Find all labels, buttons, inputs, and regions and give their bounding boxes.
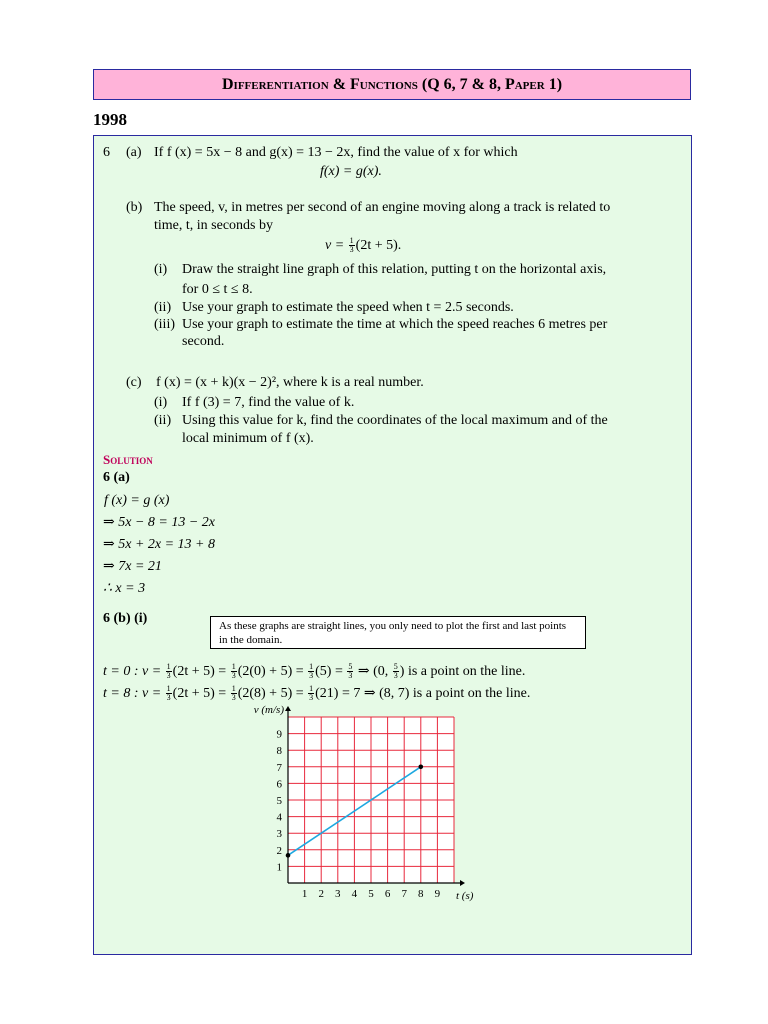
subpart-label: (i) bbox=[154, 395, 168, 410]
y-tick-label: 2 bbox=[276, 844, 282, 857]
x-axis-label: t (s) bbox=[456, 890, 474, 902]
fraction-denominator: 3 bbox=[231, 671, 236, 681]
question-text: If f (x) = 5x − 8 and g(x) = 13 − 2x, find the value of x for which bbox=[154, 145, 518, 160]
fraction-numerator: 1 bbox=[166, 684, 171, 694]
solution-heading: Solution bbox=[103, 452, 153, 467]
data-point bbox=[286, 853, 291, 858]
question-text: for 0 ≤ t ≤ 8. bbox=[182, 282, 253, 297]
y-tick-label: 6 bbox=[276, 778, 282, 791]
x-axis-arrow-icon bbox=[460, 880, 465, 886]
solution-step: ⇒ 5x − 8 = 13 − 2x bbox=[103, 515, 215, 530]
question-text: Use your graph to estimate the time at which the speed reaches 6 metres per bbox=[182, 317, 608, 332]
fraction-numerator: 1 bbox=[349, 236, 354, 246]
solution-line-part: (5) = bbox=[315, 664, 347, 679]
fraction-denominator: 3 bbox=[231, 693, 236, 703]
fraction-denominator: 3 bbox=[309, 693, 314, 703]
data-point bbox=[419, 765, 424, 770]
fraction-numerator: 5 bbox=[393, 662, 398, 672]
x-tick-label: 6 bbox=[384, 888, 391, 900]
subpart-label: (ii) bbox=[154, 413, 172, 428]
question-text: If f (3) = 7, find the value of k. bbox=[182, 395, 355, 410]
x-tick-label: 4 bbox=[351, 888, 358, 900]
part-label: (b) bbox=[126, 200, 143, 215]
solution-step: ⇒ 5x + 2x = 13 + 8 bbox=[103, 537, 215, 552]
solution-line-part: (2(0) + 5) = bbox=[237, 664, 308, 679]
question-text: time, t, in seconds by bbox=[154, 218, 273, 233]
y-tick-label: 8 bbox=[276, 745, 282, 758]
subpart-label: (i) bbox=[154, 262, 168, 277]
solution-line-part: ⇒ (0, bbox=[354, 664, 392, 679]
question-text: f(x) = g(x). bbox=[320, 164, 382, 179]
year-heading: 1998 bbox=[93, 110, 127, 129]
y-tick-label: 3 bbox=[276, 828, 282, 841]
x-tick-label: 1 bbox=[301, 888, 308, 900]
fraction-denominator: 3 bbox=[166, 693, 171, 703]
fraction-denominator: 3 bbox=[349, 245, 354, 255]
solution-line-part: t = 8 : v = bbox=[103, 686, 165, 701]
question-text: The speed, v, in metres per second of an engine moving along a track is related to bbox=[154, 200, 611, 215]
solution-line-part: t = 0 : v = bbox=[103, 664, 165, 679]
solution-line-part: (2(8) + 5) = bbox=[237, 686, 308, 701]
y-tick-label: 7 bbox=[276, 761, 282, 774]
x-tick-label: 5 bbox=[368, 888, 374, 900]
fraction-denominator: 3 bbox=[348, 671, 353, 681]
fraction-numerator: 1 bbox=[166, 662, 171, 672]
y-axis-arrow-icon bbox=[285, 706, 291, 711]
question-text: Draw the straight line graph of this relation, putting t on the horizontal axis, bbox=[182, 262, 607, 277]
fraction-denominator: 3 bbox=[309, 671, 314, 681]
y-tick-label: 9 bbox=[276, 728, 282, 741]
solution-line-part: (2t + 5) = bbox=[172, 686, 230, 701]
subpart-label: (ii) bbox=[154, 300, 172, 315]
fraction-numerator: 1 bbox=[309, 684, 314, 694]
equation-part: (2t + 5). bbox=[355, 238, 402, 253]
y-tick-label: 4 bbox=[276, 811, 282, 824]
tip-box: As these graphs are straight lines, you only need to plot the first and last points in the domain. bbox=[210, 616, 586, 649]
x-tick-label: 7 bbox=[401, 888, 407, 900]
question-text: Use your graph to estimate the speed when t = 2.5 seconds. bbox=[182, 300, 514, 315]
solution-step: ⇒ 7x = 21 bbox=[103, 559, 162, 574]
solution-part-label: 6 (a) bbox=[103, 470, 130, 485]
y-tick-label: 5 bbox=[276, 795, 282, 807]
question-text: f (x) = (x + k)(x − 2)², where k is a real number. bbox=[156, 375, 424, 390]
header-title-part: & bbox=[328, 75, 351, 93]
fraction-numerator: 5 bbox=[348, 662, 353, 672]
header-title-part: Paper bbox=[504, 75, 545, 93]
question-text: local minimum of f (x). bbox=[182, 431, 314, 446]
equation-part: v = bbox=[325, 238, 348, 253]
fraction-denominator: 3 bbox=[393, 671, 398, 681]
subpart-label: (iii) bbox=[154, 317, 175, 332]
question-text: second. bbox=[182, 334, 225, 349]
x-tick-label: 9 bbox=[434, 888, 441, 900]
y-axis-label: v (m/s) bbox=[253, 704, 284, 716]
part-label: (a) bbox=[126, 145, 142, 160]
solution-line-part: ) is a point on the line. bbox=[399, 664, 526, 679]
fraction-denominator: 3 bbox=[166, 671, 171, 681]
part-label: (c) bbox=[126, 375, 142, 390]
header-title-part: 1) bbox=[544, 75, 563, 93]
solution-line-part: (2t + 5) = bbox=[172, 664, 230, 679]
question-text: Using this value for k, find the coordinates of the local maximum and of the bbox=[182, 413, 608, 428]
x-tick-label: 3 bbox=[335, 888, 341, 900]
fraction-numerator: 1 bbox=[231, 684, 236, 694]
header-title-part: Functions bbox=[350, 75, 418, 93]
solution-step: f (x) = g (x) bbox=[104, 493, 170, 508]
fraction-numerator: 1 bbox=[231, 662, 236, 672]
x-tick-label: 8 bbox=[418, 888, 424, 900]
y-tick-label: 1 bbox=[276, 861, 282, 874]
question-number: 6 bbox=[103, 145, 110, 160]
solution-part-label: 6 (b) (i) bbox=[103, 611, 148, 626]
solution-step: ∴ x = 3 bbox=[103, 581, 146, 596]
solution-line-part: (21) = 7 ⇒ (8, 7) is a point on the line. bbox=[315, 686, 531, 701]
header-title-part: Differentiation bbox=[221, 75, 329, 93]
header-title-part: (Q 6, 7 & 8, bbox=[417, 75, 505, 93]
x-tick-label: 2 bbox=[318, 888, 324, 900]
fraction-numerator: 1 bbox=[309, 662, 314, 672]
